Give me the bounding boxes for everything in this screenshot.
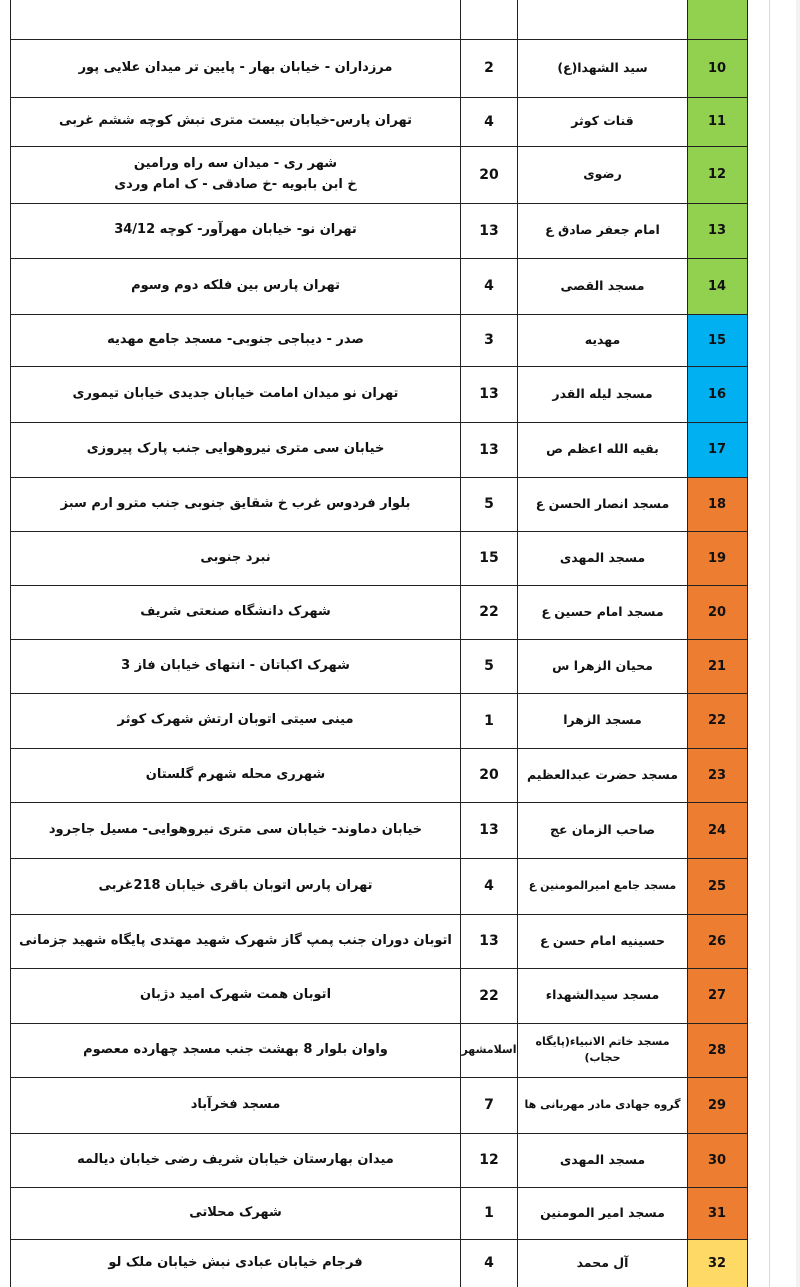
row-number-cell: 20 (687, 585, 747, 639)
row-divider (10, 585, 747, 586)
row-number-cell: 14 (687, 258, 747, 314)
district-cell: 20 (479, 166, 499, 183)
mosque-name-cell: مسجد المهدی (559, 549, 646, 565)
column-divider (460, 0, 461, 1287)
address-cell: اتوبان دوران جنب پمپ گاز شهرک شهید مهتدی پایگاه شهید جزمانی (19, 932, 452, 948)
row-divider (10, 748, 747, 749)
address-cell: شهرری محله شهرم گلستان (145, 766, 326, 782)
row-number-cell: 16 (687, 366, 747, 422)
row-divider (10, 1133, 747, 1134)
row-number-cell: 23 (687, 748, 747, 802)
address-cell: خیابان سی متری نیروهوایی جنب پارک پیروزی (86, 441, 385, 457)
row-divider (10, 477, 747, 478)
row-divider (10, 203, 747, 204)
row-divider (10, 802, 747, 803)
row-divider (10, 258, 747, 259)
district-cell: 5 (484, 658, 494, 674)
address-cell: تهران نو- خیابان مهرآور- کوچه 34/12 (114, 222, 357, 238)
row-number-cell: 26 (687, 914, 747, 968)
row-divider (10, 314, 747, 315)
address-cell: تهران پارس-خیابان بیست متری نبش کوچه ششم غربی (58, 113, 413, 129)
mosque-name-cell: مسجد خاتم الانبیاء(پایگاه حجاب) (535, 1034, 670, 1064)
address-cell: شهرک اکباتان - انتهای خیابان فاز 3 (121, 657, 350, 673)
mosque-name-cell: مسجد امیر المومنین (540, 1204, 665, 1220)
address-cell: میدان بهارستان خیابان شریف رضی خیابان دیالمه (77, 1151, 394, 1167)
row-divider (10, 366, 747, 367)
row-number-cell: 15 (687, 314, 747, 366)
address-cell: صدر - دیباجی جنوبی- مسجد جامع مهدیه (107, 331, 364, 347)
row-number-cell: 21 (687, 639, 747, 693)
row-number-cell: 28 (687, 1023, 747, 1077)
address-cell: بلوار فردوس غرب خ شقایق جنوبی جنب مترو ارم سبز (60, 495, 411, 511)
mosque-name-cell: مسجد حضرت عبدالعظیم (526, 766, 679, 782)
mosque-name-cell: مسجد القصی (560, 277, 645, 293)
address-cell: خیابان دماوند- خیابان سی متری نیروهوایی- مسیل جاجرود (48, 821, 423, 837)
mosque-name-cell: محیان الزهرا س (552, 657, 653, 673)
mosque-name-cell: امام جعفر صادق ع (545, 222, 660, 238)
district-cell: 13 (479, 386, 499, 402)
mosque-name-cell: مسجد امام حسین ع (541, 603, 664, 619)
district-cell: 4 (484, 878, 494, 894)
district-cell: 13 (479, 441, 499, 458)
row-divider (10, 422, 747, 423)
column-divider (687, 0, 688, 1287)
row-number-cell: 22 (687, 693, 747, 748)
address-cell: تهران پارس بین فلکه دوم وسوم (131, 277, 340, 293)
sheet-edge-shadow (796, 0, 800, 1287)
mosque-name-cell: مهدیه (584, 331, 621, 347)
mosque-name-cell: مسجد المهدی (559, 1151, 646, 1167)
mosque-name-cell: سید الشهدا(ع) (557, 59, 648, 75)
row-divider (10, 97, 747, 98)
row-divider (10, 1187, 747, 1188)
district-cell: 4 (484, 278, 494, 294)
district-cell: 15 (479, 550, 499, 566)
mosque-name-cell: رضوی (583, 166, 622, 182)
address-cell: واوان بلوار 8 بهشت جنب مسجد چهارده معصوم (83, 1041, 388, 1057)
row-number-cell: 30 (687, 1133, 747, 1187)
row-number-cell: 11 (687, 97, 747, 146)
mosque-name-cell: مسجد لیله القدر (552, 385, 653, 401)
district-cell: 20 (479, 767, 499, 783)
sheet-edge-line (769, 0, 770, 1287)
district-cell: 4 (484, 1255, 494, 1271)
row-divider (10, 1077, 747, 1078)
column-divider (517, 0, 518, 1287)
district-cell: 1 (484, 712, 494, 729)
row-divider (10, 639, 747, 640)
row-number-cell: 31 (687, 1187, 747, 1239)
mosque-name-cell: حسینیه امام حسن ع (539, 932, 666, 948)
row-divider (10, 914, 747, 915)
address-cell: مینی سیتی اتوبان ارتش شهرک کوثر (117, 712, 354, 728)
district-cell: 2 (484, 60, 494, 76)
mosque-name-cell: گروه جهادی مادر مهربانی ها (524, 1097, 681, 1111)
mosque-name-cell: بقیه الله اعظم ص (546, 441, 659, 457)
row-number-cell: 24 (687, 802, 747, 858)
row-number-cell-partial (687, 0, 747, 39)
mosque-name-cell: مسجد الزهرا (563, 712, 642, 728)
row-number-cell: 25 (687, 858, 747, 914)
district-cell: 22 (479, 604, 499, 620)
mosque-name-cell: مسجد انصار الحسن ع (535, 495, 670, 511)
row-divider (10, 39, 747, 40)
row-divider (10, 531, 747, 532)
address-cell: شهرک محلاتی (189, 1204, 282, 1220)
address-cell: اتوبان همت شهرک امید دژبان (139, 987, 332, 1003)
address-cell: تهران نو میدان امامت خیابان جدیدی خیابان تیموری (72, 385, 399, 401)
row-divider (10, 146, 747, 147)
district-cell: 12 (479, 1152, 499, 1168)
row-divider (10, 968, 747, 969)
row-number-cell: 12 (687, 146, 747, 203)
district-cell: 13 (479, 933, 499, 949)
row-number-cell: 29 (687, 1077, 747, 1133)
row-number-cell: 17 (687, 422, 747, 477)
district-cell: 3 (484, 332, 494, 348)
address-cell: نبرد جنوبی (200, 549, 271, 565)
district-cell: 1 (484, 1205, 494, 1221)
district-cell: 13 (479, 222, 499, 239)
row-number-cell: 32 (687, 1239, 747, 1287)
district-cell: 13 (479, 822, 499, 838)
address-cell: فرجام خیابان عبادی نبش خیابان ملک لو (108, 1254, 363, 1270)
address-cell: مرزداران - خیابان بهار - پایین تر میدان علایی پور (78, 59, 393, 75)
address-cell: شهر ری - میدان سه راه ورامین خ ابن بابویه -خ صادقی - ک امام وردی (114, 155, 357, 192)
row-number-cell: 18 (687, 477, 747, 531)
row-number-cell: 10 (687, 39, 747, 97)
row-divider (10, 1023, 747, 1024)
address-cell: تهران پارس اتوبان باقری خیابان 218غربی (98, 877, 373, 893)
mosque-name-cell: مسجد جامع امیرالمومنین ع (528, 878, 677, 892)
district-cell: 4 (484, 113, 494, 130)
mosque-name-cell: آل محمد (576, 1254, 629, 1270)
row-number-cell: 19 (687, 531, 747, 585)
column-divider (10, 0, 11, 1287)
row-divider (10, 1239, 747, 1240)
mosque-name-cell: مسجد سیدالشهداء (545, 987, 660, 1003)
mosque-name-cell: صاحب الزمان عج (549, 821, 656, 837)
row-divider (10, 858, 747, 859)
row-number-cell: 27 (687, 968, 747, 1023)
district-cell: اسلامشهر (461, 1042, 517, 1056)
column-divider (747, 0, 748, 1287)
row-divider (10, 693, 747, 694)
address-cell: شهرک دانشگاه صنعتی شریف (140, 603, 331, 619)
district-cell: 22 (479, 987, 499, 1004)
row-number-cell: 13 (687, 203, 747, 258)
mosque-name-cell: قنات کوثر (571, 113, 634, 129)
district-cell: 5 (484, 496, 494, 512)
address-cell: مسجد فخرآباد (190, 1096, 281, 1112)
district-cell: 7 (484, 1097, 494, 1113)
